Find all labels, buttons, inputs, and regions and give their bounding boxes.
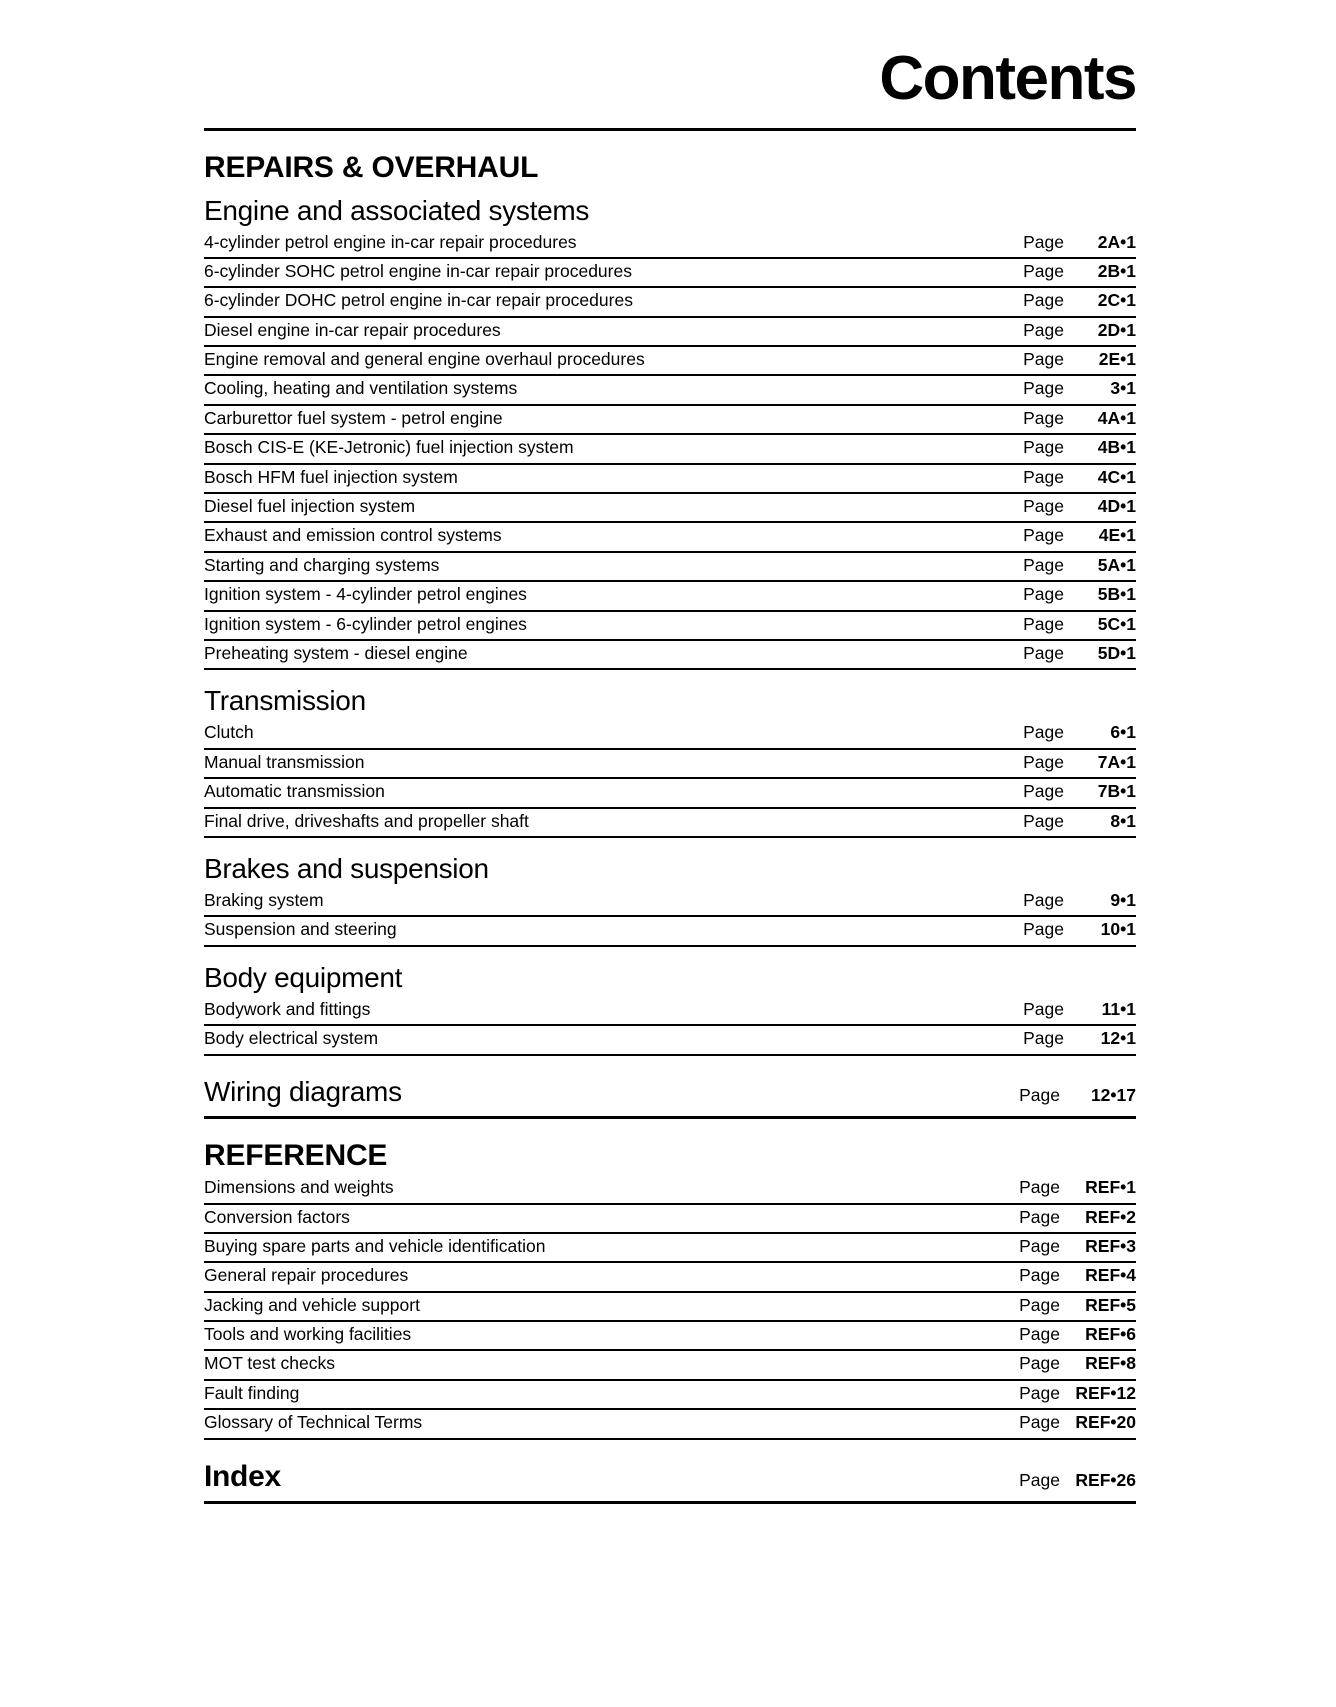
toc-entry-page-number: 2B•1 — [1097, 260, 1136, 281]
toc-entry-pageref — [1023, 289, 1136, 311]
toc-entry[interactable] — [204, 809, 1136, 838]
toc-entry-page-word: Page — [1023, 378, 1064, 399]
toc-entry-title: Preheating system - diesel engine — [204, 643, 468, 663]
toc-entry-page-word: Page — [1023, 466, 1064, 487]
toc-entry[interactable] — [204, 465, 1136, 494]
toc-entry-page-word: Page — [1023, 1028, 1064, 1049]
entry-group-engine-and-associated-systems — [204, 230, 1136, 671]
toc-entry-page-word: Page — [1023, 722, 1064, 743]
toc-entry[interactable] — [204, 612, 1136, 641]
toc-entry-page-number: 9•1 — [1110, 890, 1136, 911]
toc-entry-page-number: 12•1 — [1100, 1028, 1136, 1049]
toc-entry[interactable] — [204, 720, 1136, 749]
toc-entry[interactable] — [204, 553, 1136, 582]
toc-entry-page-number: 4A•1 — [1097, 407, 1136, 428]
page-title: Contents — [879, 44, 1136, 113]
toc-entry-page-number: 11•1 — [1101, 998, 1136, 1019]
toc-entry-page-number: 12•17 — [1090, 1084, 1136, 1105]
toc-entry-pageref — [1023, 524, 1136, 546]
toc-entry-page-word: Page — [1023, 751, 1064, 772]
toc-entry-page-number: 4E•1 — [1098, 525, 1136, 546]
toc-entry-title: Exhaust and emission control systems — [204, 525, 502, 546]
toc-entry-page-word: Page — [1023, 613, 1064, 634]
toc-entry[interactable] — [204, 888, 1136, 917]
toc-entry-pageref — [1023, 554, 1136, 576]
toc-entry-title: MOT test checks — [204, 1353, 335, 1374]
toc-entry-page-word: Page — [1023, 890, 1064, 911]
toc-entry[interactable] — [204, 1410, 1136, 1439]
toc-entry-pageref — [1023, 231, 1136, 253]
toc-entry-page-word: Page — [1023, 437, 1064, 458]
toc-entry-title: Braking system — [204, 890, 324, 911]
toc-entry-pageref — [1019, 1176, 1136, 1198]
toc-entry[interactable] — [204, 1322, 1136, 1351]
toc-entry[interactable] — [204, 582, 1136, 611]
toc-entry-page-word: Page — [1019, 1382, 1060, 1403]
toc-entry-page-number: 2D•1 — [1097, 319, 1136, 340]
toc-entry-page-word: Page — [1023, 231, 1064, 252]
toc-entry-pageref — [1019, 1352, 1136, 1374]
toc-entry-page-word: Page — [1019, 1084, 1060, 1105]
toc-entry-page-word: Page — [1019, 1469, 1060, 1490]
toc-entry-pageref — [1023, 348, 1136, 370]
toc-entry-title: Starting and charging systems — [204, 554, 440, 575]
toc-entry[interactable] — [204, 494, 1136, 523]
toc-entry[interactable] — [204, 1026, 1136, 1055]
toc-entry-page-number: 5A•1 — [1097, 554, 1136, 575]
toc-entry-pageref — [1023, 642, 1136, 664]
toc-entry-title: Diesel fuel injection system — [204, 496, 416, 517]
toc-entry-page-word: Page — [1019, 1353, 1060, 1374]
toc-entry-page-number: REF•20 — [1075, 1412, 1136, 1433]
toc-entry[interactable] — [204, 1263, 1136, 1292]
toc-entry[interactable] — [204, 230, 1136, 259]
toc-entry-page-word: Page — [1023, 554, 1064, 575]
toc-entry-page-word: Page — [1023, 290, 1064, 311]
toc-entry-pageref — [1023, 889, 1136, 911]
toc-entry-page-number: 10•1 — [1100, 919, 1136, 940]
toc-entry-pageref — [1023, 751, 1136, 773]
toc-entry-page-word: Page — [1019, 1235, 1060, 1256]
toc-entry[interactable] — [204, 997, 1136, 1026]
toc-entry-page-number: REF•6 — [1085, 1324, 1136, 1345]
toc-entry-page-word: Page — [1023, 643, 1064, 663]
toc-entry-title: Tools and working facilities — [204, 1324, 412, 1345]
toc-entry-title: Cooling, heating and ventilation systems — [204, 378, 518, 399]
toc-entry-page-word: Page — [1023, 260, 1064, 281]
toc-entry-page-word: Page — [1019, 1177, 1060, 1198]
toc-entry-pageref — [1019, 1235, 1136, 1257]
toc-entry-page-word: Page — [1023, 998, 1064, 1019]
toc-entry[interactable] — [204, 1351, 1136, 1380]
toc-entry-title: Clutch — [204, 722, 254, 743]
toc-entry-pageref — [1023, 918, 1136, 940]
toc-entry-title: Glossary of Technical Terms — [204, 1412, 423, 1433]
toc-entry-page-number: REF•4 — [1085, 1265, 1136, 1286]
toc-entry[interactable] — [204, 406, 1136, 435]
entry-group-transmission — [204, 720, 1136, 838]
toc-entry-page-number: 6•1 — [1110, 722, 1136, 743]
toc-entry-title: Manual transmission — [204, 751, 365, 772]
toc-entry-page-number: REF•26 — [1075, 1469, 1136, 1490]
toc-entry-pageref — [1019, 1382, 1136, 1404]
toc-entry-title: Bosch HFM fuel injection system — [204, 466, 458, 487]
toc-entry-page-word: Page — [1023, 407, 1064, 428]
toc-entry-pageref — [1023, 583, 1136, 605]
toc-entry-title: Engine removal and general engine overhaul procedures — [204, 349, 645, 370]
toc-entry-title: Fault finding — [204, 1382, 300, 1403]
toc-entry-page-number: 5C•1 — [1097, 613, 1136, 634]
toc-entry[interactable] — [204, 1205, 1136, 1234]
toc-entry-pageref — [1023, 377, 1136, 399]
toc-entry-page-number: 2E•1 — [1098, 349, 1136, 370]
toc-entry[interactable] — [204, 376, 1136, 405]
toc-entry[interactable] — [204, 288, 1136, 317]
toc-entry-page-word: Page — [1023, 349, 1064, 370]
entry-group-reference — [204, 1175, 1136, 1440]
toc-entry-pageref — [1019, 1264, 1136, 1286]
toc-entry[interactable] — [204, 1175, 1136, 1204]
toc-entry-title: Diesel engine in-car repair procedures — [204, 319, 501, 340]
toc-entry[interactable] — [204, 1293, 1136, 1322]
entry-group-body-equipment — [204, 997, 1136, 1056]
toc-entry-title: Conversion factors — [204, 1206, 350, 1227]
toc-entry-pageref — [1019, 1323, 1136, 1345]
toc-entry[interactable] — [204, 750, 1136, 779]
toc-entry-page-number: REF•8 — [1085, 1353, 1136, 1374]
toc-entry-title: Wiring diagrams — [204, 1075, 402, 1107]
toc-entry-pageref — [1019, 1411, 1136, 1433]
toc-entry-page-number: 4D•1 — [1097, 496, 1136, 517]
toc-entry-page-word: Page — [1019, 1412, 1060, 1433]
toc-entry-index[interactable] — [204, 1460, 1136, 1504]
toc-entry-title: General repair procedures — [204, 1265, 409, 1286]
toc-entry-wiring-diagrams[interactable] — [204, 1076, 1136, 1119]
toc-entry-page-number: 5D•1 — [1097, 643, 1136, 663]
toc-entry-page-word: Page — [1023, 810, 1064, 831]
toc-entry-title: Suspension and steering — [204, 919, 397, 940]
toc-entry-title: Buying spare parts and vehicle identification — [204, 1235, 546, 1256]
toc-entry-pageref — [1023, 780, 1136, 802]
group-heading-transmission: Transmission — [204, 685, 366, 717]
entry-group-brakes-and-suspension — [204, 888, 1136, 947]
toc-entry-page-number: 5B•1 — [1097, 584, 1136, 605]
toc-entry-page-number: 4C•1 — [1097, 466, 1136, 487]
toc-entry-page-number: REF•12 — [1075, 1382, 1136, 1403]
toc-entry-page-number: 2A•1 — [1097, 231, 1136, 252]
toc-entry-title: Body electrical system — [204, 1028, 379, 1049]
toc-entry-page-number: REF•1 — [1085, 1177, 1136, 1198]
group-heading-engine-and-associated-systems: Engine and associated systems — [204, 194, 590, 226]
toc-entry-page-word: Page — [1023, 525, 1064, 546]
toc-entry[interactable] — [204, 259, 1136, 288]
toc-entry-pageref — [1019, 1470, 1136, 1495]
toc-entry-title: Bodywork and fittings — [204, 998, 371, 1019]
toc-entry-pageref — [1023, 407, 1136, 429]
toc-entry[interactable] — [204, 347, 1136, 376]
toc-entry[interactable] — [204, 1234, 1136, 1263]
toc-entry-title: Bosch CIS-E (KE-Jetronic) fuel injection system — [204, 437, 574, 458]
group-heading-brakes-and-suspension: Brakes and suspension — [204, 852, 489, 884]
toc-entry-title: Jacking and vehicle support — [204, 1294, 420, 1315]
group-heading-body-equipment: Body equipment — [204, 961, 403, 993]
toc-entry-title: Ignition system - 4-cylinder petrol engines — [204, 584, 527, 605]
toc-entry-title: 6-cylinder SOHC petrol engine in-car repair procedures — [204, 260, 632, 281]
toc-entry-pageref — [1019, 1206, 1136, 1228]
toc-entry-page-number: 7A•1 — [1097, 751, 1136, 772]
section-heading-reference: REFERENCE — [204, 1138, 388, 1172]
toc-entry[interactable] — [204, 435, 1136, 464]
toc-entry-page-number: REF•3 — [1085, 1235, 1136, 1256]
toc-entry-pageref — [1023, 1027, 1136, 1049]
toc-entry-page-number: 7B•1 — [1097, 781, 1136, 802]
toc-entry[interactable] — [204, 523, 1136, 552]
toc-entry-pageref — [1023, 721, 1136, 743]
section-heading-repairs-and-overhaul: REPAIRS & OVERHAUL — [204, 151, 539, 184]
toc-entry-pageref — [1023, 495, 1136, 517]
toc-entry-page-word: Page — [1023, 319, 1064, 340]
toc-entry-title: Ignition system - 6-cylinder petrol engines — [204, 613, 527, 634]
title-divider — [204, 128, 1136, 131]
toc-entry-page-number: 2C•1 — [1097, 290, 1136, 311]
toc-entry[interactable] — [204, 641, 1136, 670]
toc-entry-pageref — [1023, 613, 1136, 635]
toc-entry-pageref — [1023, 998, 1136, 1020]
toc-entry-title: Index — [204, 1459, 281, 1493]
toc-entry-page-number: 3•1 — [1110, 378, 1136, 399]
contents-column — [204, 0, 1136, 1504]
toc-entry-page-number: 4B•1 — [1097, 437, 1136, 458]
toc-entry[interactable] — [204, 1381, 1136, 1410]
toc-entry-page-word: Page — [1019, 1294, 1060, 1315]
toc-entry-pageref — [1019, 1085, 1136, 1110]
toc-entry-page-number: 8•1 — [1110, 810, 1136, 831]
toc-entry[interactable] — [204, 318, 1136, 347]
toc-entry-page-word: Page — [1023, 919, 1064, 940]
toc-entry-page-word: Page — [1023, 781, 1064, 802]
toc-entry-page-word: Page — [1023, 496, 1064, 517]
toc-entry-page-word: Page — [1019, 1265, 1060, 1286]
toc-entry-pageref — [1023, 436, 1136, 458]
toc-entry-title: Dimensions and weights — [204, 1177, 394, 1198]
toc-entry-page-number: REF•5 — [1085, 1294, 1136, 1315]
toc-entry-page-word: Page — [1023, 584, 1064, 605]
toc-entry-title: 6-cylinder DOHC petrol engine in-car repair procedures — [204, 290, 633, 311]
toc-entry-title: Final drive, driveshafts and propeller shaft — [204, 810, 529, 831]
toc-entry-pageref — [1023, 810, 1136, 832]
toc-entry[interactable] — [204, 917, 1136, 946]
toc-entry-page-number: REF•2 — [1085, 1206, 1136, 1227]
toc-entry[interactable] — [204, 779, 1136, 808]
toc-entry-pageref — [1023, 319, 1136, 341]
toc-entry-title: Automatic transmission — [204, 781, 385, 802]
toc-entry-page-word: Page — [1019, 1206, 1060, 1227]
toc-entry-pageref — [1023, 466, 1136, 488]
toc-entry-page-word: Page — [1019, 1324, 1060, 1345]
toc-entry-title: Carburettor fuel system - petrol engine — [204, 407, 503, 428]
toc-entry-pageref — [1023, 260, 1136, 282]
toc-entry-pageref — [1019, 1294, 1136, 1316]
toc-entry-title: 4-cylinder petrol engine in-car repair procedures — [204, 231, 577, 252]
